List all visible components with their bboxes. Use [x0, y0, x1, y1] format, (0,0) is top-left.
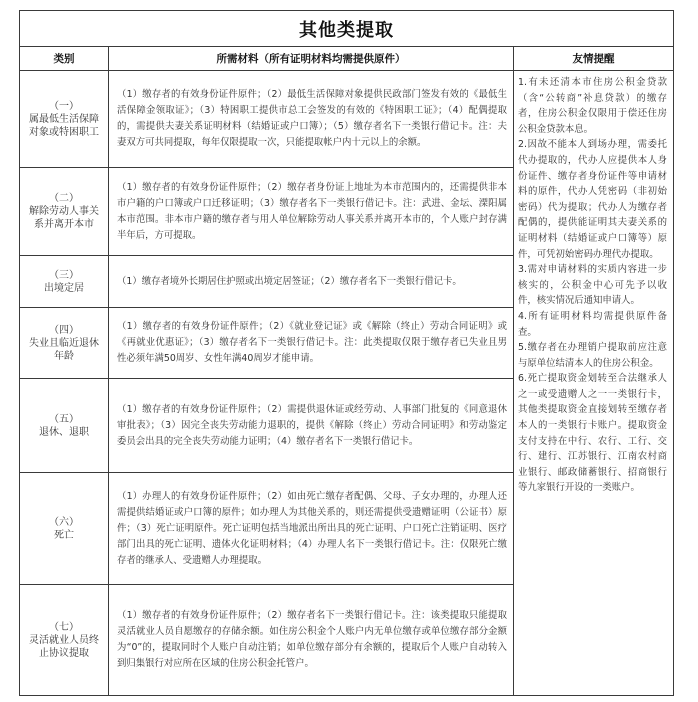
category-name-line: 出境定居: [44, 282, 84, 294]
tip-item: 4.所有证明材料均需提供原件备查。: [518, 310, 668, 338]
page-title: 其他类提取: [20, 11, 674, 47]
tip-item: 1.有未还清本市住房公积金贷款（含“公转商”补息贷款）的缴存者，住房公积金仅限用于偿还住房公积金贷款本息。: [518, 77, 668, 135]
withdrawal-table-sheet: [19, 10, 673, 696]
withdrawal-table: [19, 10, 674, 696]
category-number: （二）: [49, 193, 79, 204]
category-cell: [20, 473, 109, 585]
category-name-line: 死亡: [54, 529, 74, 541]
header-materials: 所需材料（所有证明材料均需提供原件）: [109, 47, 514, 71]
materials-cell: （1）缴存者的有效身份证件原件；（2）缴存者身份证上地址为本市范围内的，还需提供非本市户籍的户口簿或户口迁移证明；（3）缴存者名下一类银行借记卡。注：武进、金坛、溧阳属本市范围。非本市户籍的缴存者与用人单位解除劳动人事关系并离开本市的，个人账户封存满半年后，方可提取。: [109, 168, 514, 256]
materials-cell: （1）缴存者的有效身份证件原件；（2）需提供退休证或经劳动、人事部门批复的《同意退休审批表》；（3）因完全丧失劳动能力退职的，提供《解除（终止）劳动合同证明》和劳动鉴定委员会出具的完全丧失劳动能力证明；（4）缴存者名下一类银行借记卡。: [109, 379, 514, 473]
header-tips: 友情提醒: [514, 47, 674, 71]
category-number: （四）: [49, 324, 79, 336]
category-cell: [20, 256, 109, 308]
category-number: （五）: [49, 413, 79, 425]
category-name-line: 年龄: [54, 350, 74, 362]
table-row: [20, 71, 674, 168]
tip-item: 6.死亡提取资金划转至合法继承人之一或受遗赠人之一一类银行卡，其他类提取资金直接划转至缴存者本人的一类银行卡账户。提取资金支付支持在中行、农行、工行、交行、建行、江苏银行、江南农村商业银行、邮政储蓄银行、招商银行等九家银行开设的一类账户。: [518, 373, 668, 494]
materials-cell: （1）办理人的有效身份证件原件；（2）如由死亡缴存者配偶、父母、子女办理的，办理人还需提供结婚证或户口簿的原件；如办理人为其他关系的，则还需提供受遗赠证明（公证书）原件；（3）死亡证明原件。死亡证明包括当地派出所出具的死亡证明、户口死亡注销证明、医疗部门出具的死亡证明、遗体火化证明材料；（4）办理人名下一类银行借记卡。注：仅限死亡缴存者的继承人、受遗赠人办理提取。: [109, 473, 514, 585]
category-number: （三）: [49, 269, 79, 281]
category-cell: [20, 308, 109, 379]
header-category: 类别: [20, 47, 109, 71]
category-cell: [20, 585, 109, 696]
category-name-line: 止协议提取: [39, 647, 89, 659]
materials-cell: （1）缴存者境外长期居住护照或出境定居签证；（2）缴存者名下一类银行借记卡。: [109, 256, 514, 308]
category-name-line: 系并离开本市: [34, 219, 94, 230]
category-number: （六）: [49, 516, 79, 528]
category-cell: [20, 168, 109, 256]
tip-item: 2.因故不能本人到场办理，需委托代办提取的，代办人应提供本人身份证件、缴存者身份证件等申请材料的原件，代办人凭密码（非初始密码）代为提取；代办人为缴存者配偶的，提供能证明其夫妻关系的证明材料（结婚证或户口簿等）原件，可凭初始密码办理代办提取。: [518, 139, 668, 260]
category-number: （七）: [49, 621, 79, 633]
tip-item: 5.缴存者在办理销户提取前应注意与原单位结清本人的住房公积金。: [518, 342, 668, 369]
tip-item: 3.需对申请材料的实质内容进一步核实的，公积金中心可先予以收件，核实情况后通知申请人。: [518, 264, 668, 307]
category-name-line: 解除劳动人事关: [29, 206, 99, 217]
tips-cell: [514, 71, 674, 696]
category-cell: [20, 379, 109, 473]
category-name-line: 退休、退职: [39, 426, 89, 438]
materials-cell: （1）缴存者的有效身份证件原件；（2）缴存者名下一类银行借记卡。注：该类提取只能提取灵活就业人员自愿缴存的存储余额。如住房公积金个人账户内无单位缴存或单位缴存部分金额为“0”的，提取同时个人账户自动注销；如单位缴存部分有余额的，提取后个人账户自动转入到归集银行对应所在区域的住房公积金托管户。: [109, 585, 514, 696]
category-name-line: 对象或特困职工: [29, 126, 99, 138]
category-cell: [20, 71, 109, 168]
category-name-line: 失业且临近退休: [29, 337, 99, 349]
category-name-line: 属最低生活保障: [29, 113, 99, 125]
category-name-line: 灵活就业人员终: [29, 634, 99, 646]
category-number: （一）: [49, 100, 79, 112]
materials-cell: （1）缴存者的有效身份证件原件；（2）《就业登记证》或《解除（终止）劳动合同证明》或《再就业优惠证》；（3）缴存者名下一类银行借记卡。注：此类提取仅限于缴存者已失业且男性必须年满50周岁、女性年满40周岁才能申请。: [109, 308, 514, 379]
materials-cell: （1）缴存者的有效身份证件原件；（2）最低生活保障对象提供民政部门签发有效的《最低生活保障金领取证》；（3）特困职工提供市总工会签发的有效的《特困职工证》；（4）配偶提取的，需提供夫妻关系证明材料（结婚证或户口簿）；（5）缴存者名下一类银行借记卡。注：夫妻双方可共同提取，每年仅限提取一次，只能提取帐户内十元以上的余额。: [109, 71, 514, 168]
